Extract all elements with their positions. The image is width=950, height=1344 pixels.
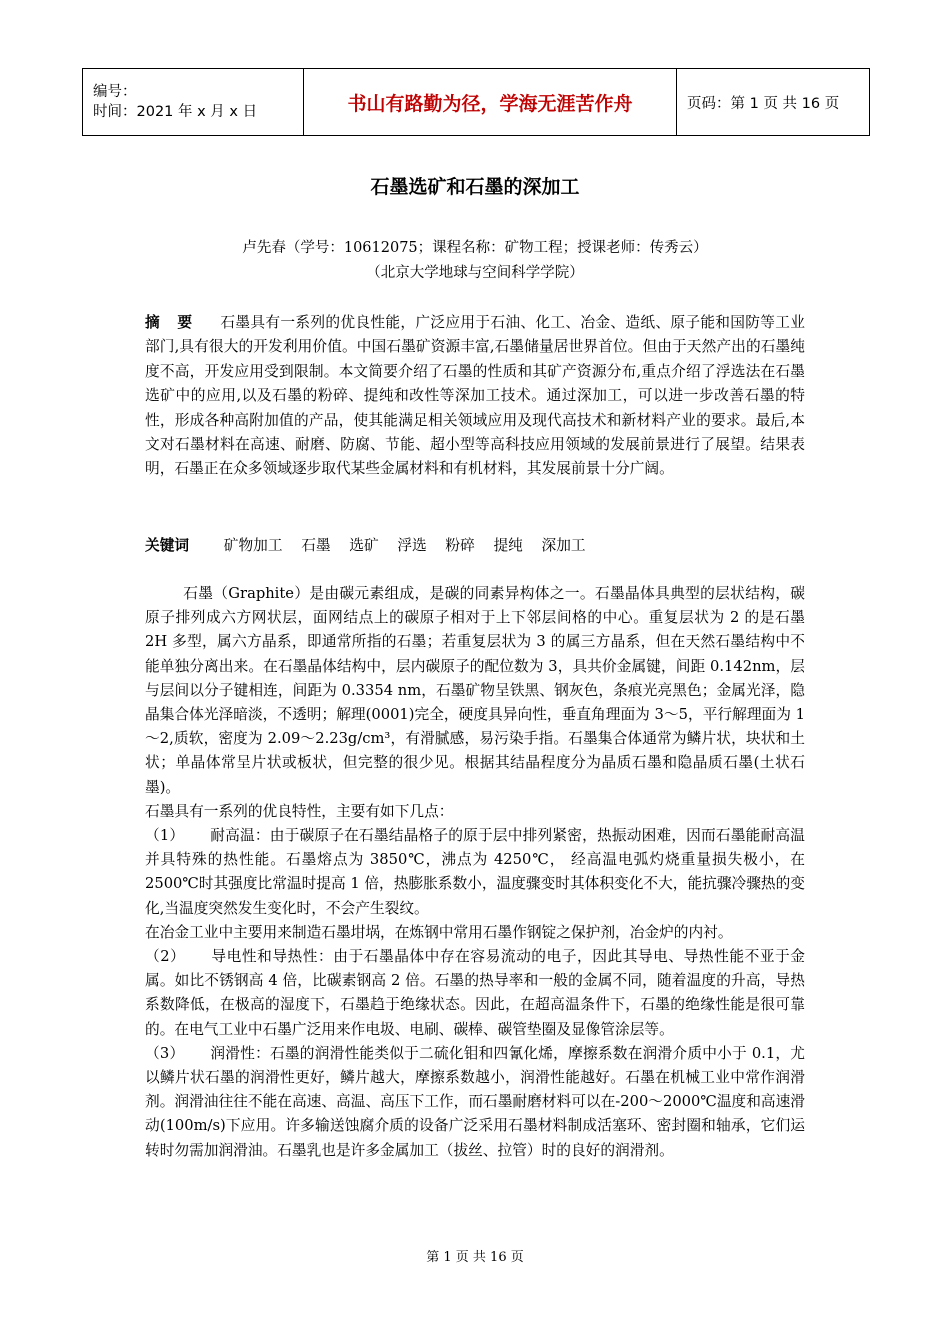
property-3 — [145, 1042, 805, 1163]
body-text — [145, 582, 805, 1163]
author-line: 卢先春（学号：10612075；课程名称：矿物工程；授课老师：传秀云） — [242, 240, 708, 256]
abstract-label: 摘 要 — [145, 314, 199, 331]
abstract-text: 石墨具有一系列的优良性能，广泛应用于石油、化工、冶金、造纸、原子能和国防等工业部门,具有很大的开发利用价值。中国石墨矿资源丰富,石墨储量居世界首位。但由于天然产出的石墨纯度不高，开发应用受到限制。本文简要介绍了石墨的性质和其矿产资源分布,重点介绍了浮选法在石墨选矿中的应用,以及石墨的粉碎、提纯和改性等深加工技术。通过深加工，可以进一步改善石墨的特性，形成各种高附加值的产品，使其能满足相关领域应用及现代高技术和新材料产业的要求。最后,本文对石墨材料在高速、耐磨、防腐、节能、超小型等高科技应用领域的发展前景进行了展望。结果表明，石墨正在众多领域逐步取代某些金属材料和有机材料，其发展前景十分广阔。 — [145, 314, 805, 478]
property-number: （3） — [145, 1044, 185, 1062]
intro-paragraph: 石墨（Graphite）是由碳元素组成，是碳的同素异构体之一。石墨晶体具典型的层状结构，碳原子排列成六方网状层，面网结点上的碳原子相对于上下邻层间格的中心。重复层状为 2 的是石墨 2H 多型，属六方晶系，即通常所指的石墨；若重复层状为 3 的属三方晶系，但在天然石墨结构中不能单独分离出来。在石墨晶体结构中，层内碳原子的配位数为 3，具共价金属键，间距 0.142nm，层与层间以分子键相连，间距为 0.3354 nm，石墨矿物呈铁黑、钢灰色，条痕光亮黑色；金属光泽，隐晶集合体光泽暗淡，不透明；解理(0001)完全，硬度具异向性，垂直角理面为 3～5，平行解理面为 1～2,质软，密度为 2.09～2.23g/cm³，有滑腻感，易污染手指。石墨集合体通常为鳞片状，块状和土状；单晶体常呈片状或板状，但完整的很少见。根据其结晶程度分为晶质石墨和隐晶质石墨(土状石墨)。 — [145, 585, 805, 796]
keyword: 深加工 — [541, 537, 586, 554]
document-title: 石墨选矿和石墨的深加工 — [370, 176, 580, 198]
property-1 — [145, 824, 805, 921]
property-2 — [145, 945, 805, 1042]
property-1-note: 在冶金工业中主要用来制造石墨坩埚，在炼钢中常用石墨作钢锭之保护剂，冶金炉的内衬。 — [145, 923, 733, 941]
keywords-label: 关键词 — [145, 537, 190, 554]
keyword: 浮选 — [397, 537, 427, 554]
properties-intro: 石墨具有一系列的优良特性，主要有如下几点： — [145, 802, 454, 820]
number-label: 编号： — [93, 84, 137, 100]
property-text: 耐高温：由于碳原子在石墨结晶格子的原于层中排列紧密，热振动困难，因而石墨能耐高温并具特殊的热性能。石墨熔点为 3850℃，沸点为 4250℃， 经高温电弧灼烧重量损失极小，在 2500℃时其强度比常温时提高 1 倍，热膨胀系数小，温度骤变时其体积变化不大，能抗骤冷骤热的变化,当温度突然发生变化时，不会产生裂纹。 — [145, 827, 805, 917]
time-label: 时间：2021 年 x 月 x 日 — [93, 104, 258, 120]
affiliation: （北京大学地球与空间科学学院） — [366, 265, 584, 281]
keyword: 提纯 — [493, 537, 523, 554]
property-text: 导电性和导热性：由于石墨晶体中存在容易流动的电子，因此其导电、导热性能不亚于金属。如比不锈钢高 4 倍，比碳素钢高 2 倍。石墨的热导率和一般的金属不同，随着温度的升高，导热系数降低，在极高的湿度下，石墨趋于绝缘状态。因此，在超高温条件下，石墨的绝缘性能是很可靠的。在电气工业中石墨广泛用来作电圾、电刷、碳棒、碳管垫圈及显像管涂层等。 — [145, 948, 805, 1038]
header-page-info: 页码：第 1 页 共 16 页 — [677, 69, 870, 136]
keyword: 矿物加工 — [223, 537, 283, 554]
property-number: （1） — [145, 827, 185, 845]
keyword: 选矿 — [349, 537, 379, 554]
keyword: 石墨 — [301, 537, 331, 554]
keyword: 粉碎 — [445, 537, 475, 554]
header-meta — [83, 69, 304, 136]
page-footer: 第 1 页 共 16 页 — [426, 1250, 524, 1265]
abstract — [145, 311, 805, 482]
header-table — [82, 68, 870, 136]
header-motto: 书山有路勤为径，学海无涯苦作舟 — [304, 69, 677, 136]
keywords — [145, 534, 805, 558]
property-text: 润滑性：石墨的润滑性能类似于二硫化钼和四氰化烯，摩擦系数在润滑介质中小于 0.1，尤以鳞片状石墨的润滑性更好，鳞片越大，摩擦系数越小，润滑性能越好。石墨在机械工业中常作润滑剂。润滑油往往不能在高速、高温、高压下工作，而石墨耐磨材料可以在-200～2000℃温度和高速滑动(100m/s)下应用。许多输送蚀腐介质的设备广泛采用石墨材料制成活塞环、密封圈和轴承，它们运转时勿需加润滑油。石墨乳也是许多金属加工（拔丝、拉管）时的良好的润滑剂。 — [145, 1044, 805, 1159]
property-number: （2） — [145, 948, 186, 966]
